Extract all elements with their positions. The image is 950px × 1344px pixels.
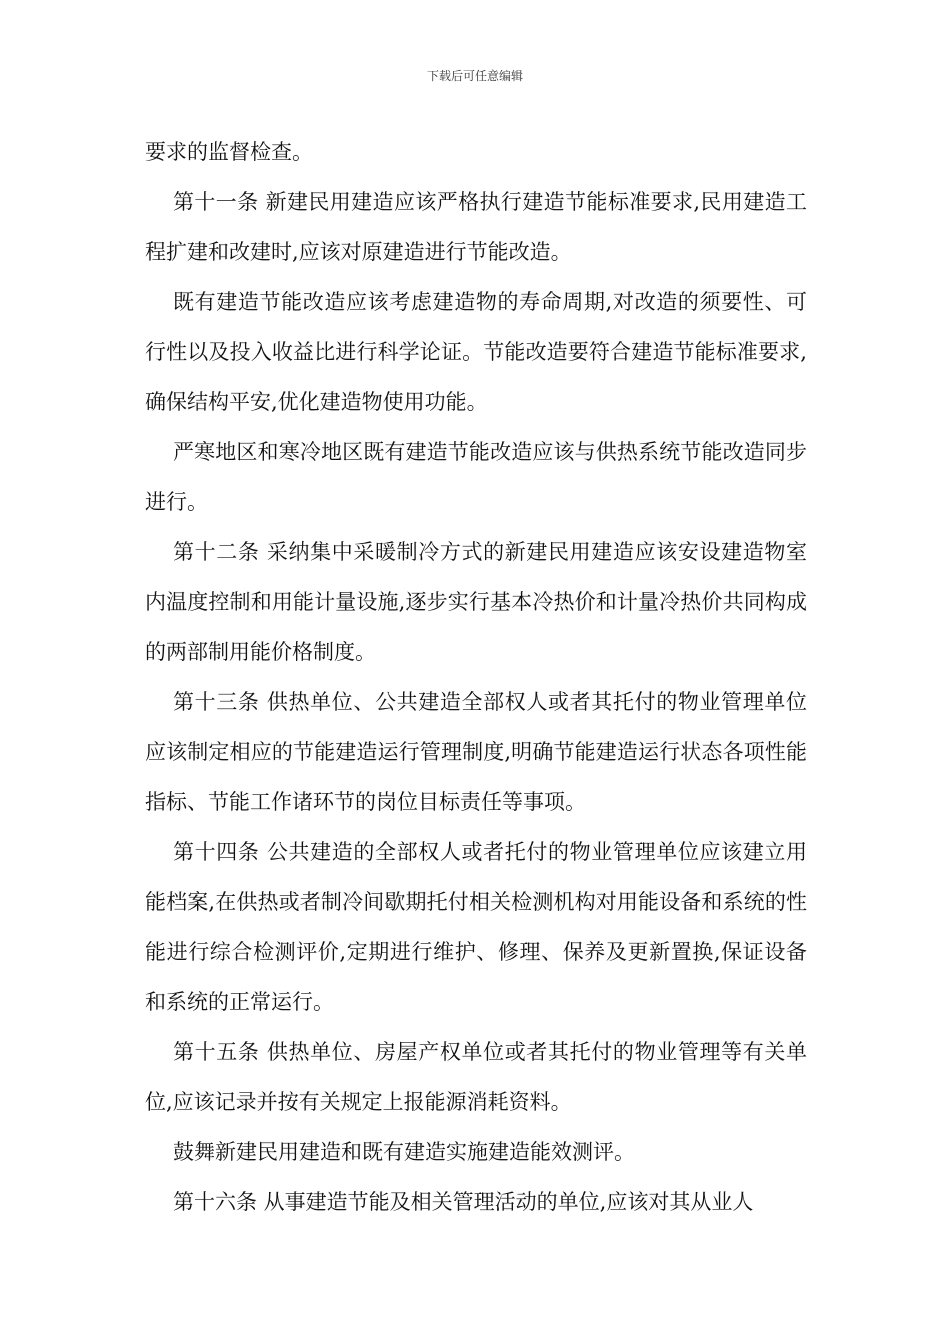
paragraph-cold-regions: 严寒地区和寒冷地区既有建造节能改造应该与供热系统节能改造同步进行。: [145, 440, 807, 514]
page-header-note: 下载后可任意编辑: [426, 69, 523, 83]
paragraph-article-16: 第十六条 从事建造节能及相关管理活动的单位,应该对其从业人: [173, 1190, 754, 1214]
paragraph-article-13: 第十三条 供热单位、公共建造全部权人或者其托付的物业管理单位应该制定相应的节能建造运行管理制度,明确节能建造运行状态各项性能指标、节能工作诸环节的岗位目标责任等事项。: [145, 690, 807, 814]
paragraph-article-12: 第十二条 采纳集中采暖制冷方式的新建民用建造应该安设建造物室内温度控制和用能计量设施,逐步实行基本冷热价和计量冷热价共同构成的两部制用能价格制度。: [145, 540, 807, 664]
document-body: [145, 127, 807, 1227]
paragraph-article-15: 第十五条 供热单位、房屋产权单位或者其托付的物业管理等有关单位,应该记录并按有关规定上报能源消耗资料。: [145, 1040, 807, 1114]
paragraph-article-14: 第十四条 公共建造的全部权人或者托付的物业管理单位应该建立用能档案,在供热或者制冷间歇期托付相关检测机构对用能设备和系统的性能进行综合检测评价,定期进行维护、修理、保养及更新置换,保证设备和系统的正常运行。: [145, 840, 807, 1014]
paragraph-energy-rating: 鼓舞新建民用建造和既有建造实施建造能效测评。: [173, 1140, 635, 1164]
paragraph-article-11: 第十一条 新建民用建造应该严格执行建造节能标准要求,民用建造工程扩建和改建时,应该对原建造进行节能改造。: [145, 190, 807, 264]
paragraph-1: 要求的监督检查。: [145, 140, 313, 164]
paragraph-retrofit: 既有建造节能改造应该考虑建造物的寿命周期,对改造的须要性、可行性以及投入收益比进行科学论证。节能改造要符合建造节能标准要求,确保结构平安,优化建造物使用功能。: [145, 290, 807, 414]
